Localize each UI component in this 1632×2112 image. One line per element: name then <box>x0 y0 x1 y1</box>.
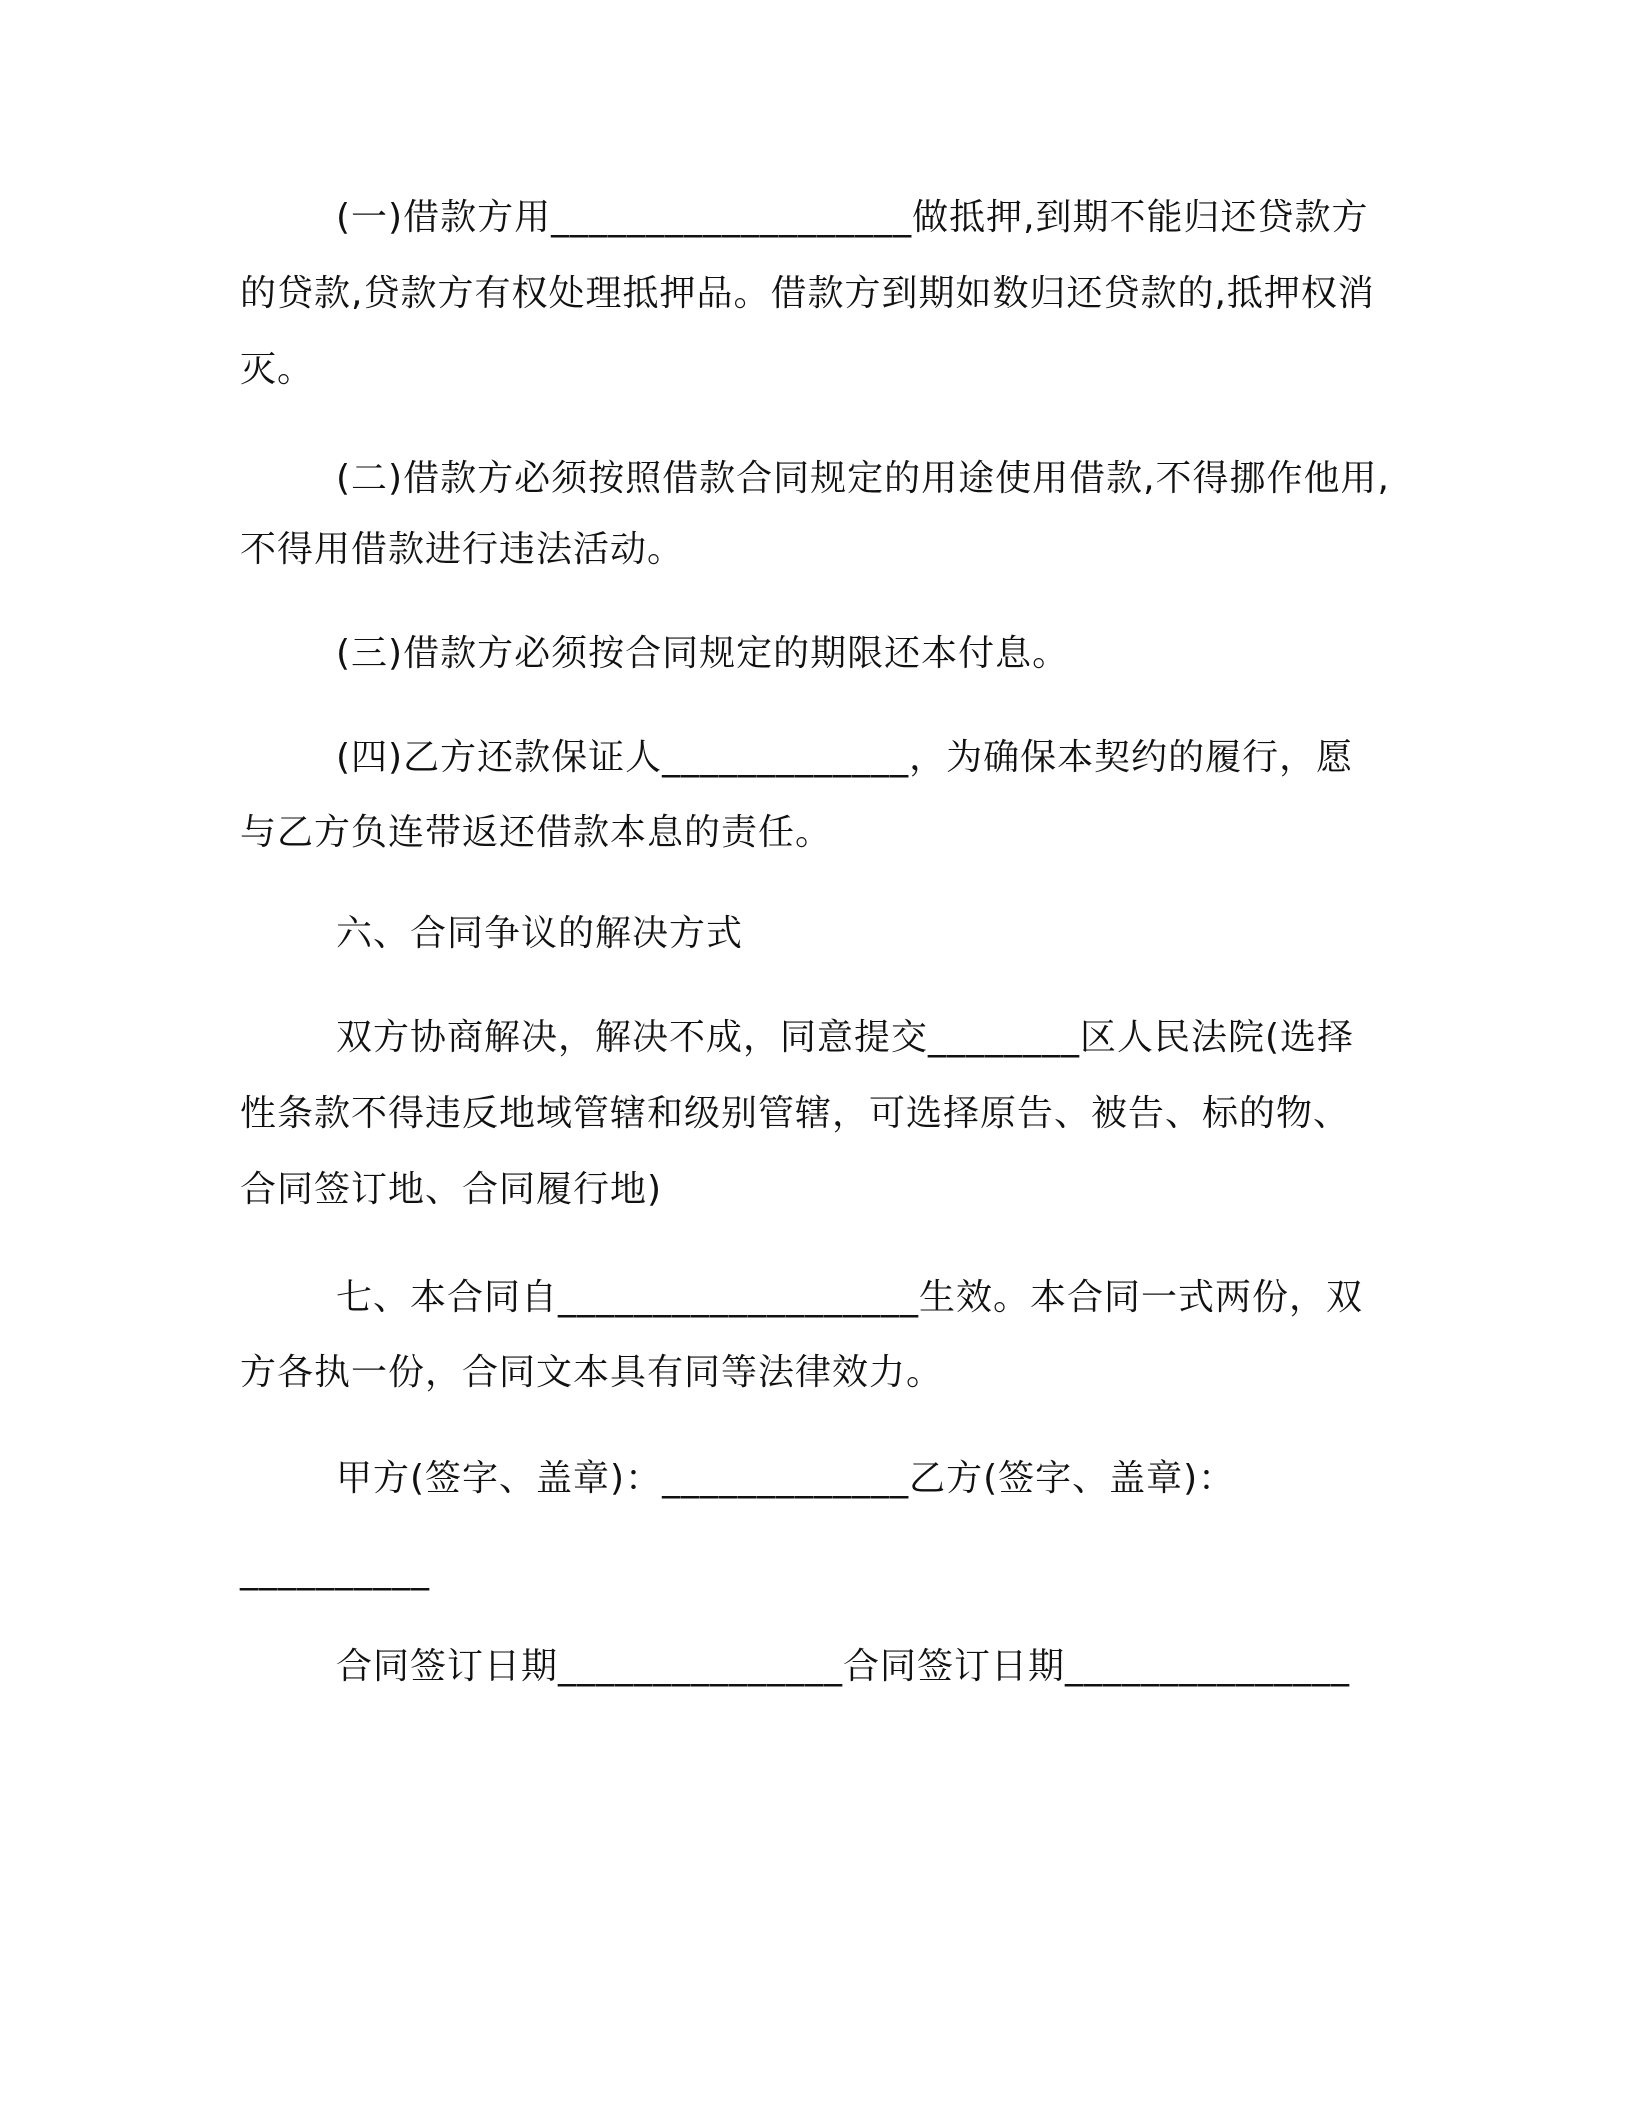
clause-1-line-3: 灭。 <box>240 349 315 390</box>
section-6-body-line-3: 合同签订地、合同履行地) <box>240 1169 663 1210</box>
section-7-line-2: 方各执一份，合同文本具有同等法律效力。 <box>240 1352 944 1393</box>
signature-line: 甲方(签字、盖章)：_____________乙方(签字、盖章)： <box>336 1458 1236 1499</box>
signature-blank: __________ <box>240 1550 430 1591</box>
clause-4-line-2: 与乙方负连带返还借款本息的责任。 <box>240 812 833 853</box>
section-6-title: 六、合同争议的解决方式 <box>336 913 744 954</box>
clause-3-line-1: (三)借款方必须按合同规定的期限还本付息。 <box>336 633 1070 674</box>
clause-1-line-1: (一)借款方用___________________做抵押,到期不能归还贷款方 <box>336 197 1369 238</box>
clause-1-line-2: 的贷款,贷款方有权处理抵押品。借款方到期如数归还贷款的,抵押权消 <box>240 273 1375 314</box>
clause-2-line-1: (二)借款方必须按照借款合同规定的用途使用借款,不得挪作他用, <box>336 458 1390 499</box>
sign-date-line: 合同签订日期_______________合同签订日期_______________ <box>336 1646 1351 1687</box>
section-6-body-line-1: 双方协商解决，解决不成，同意提交________区人民法院(选择 <box>336 1017 1355 1058</box>
clause-2-line-2: 不得用借款进行违法活动。 <box>240 529 685 570</box>
section-7-line-1: 七、本合同自___________________生效。本合同一式两份，双 <box>336 1277 1364 1318</box>
clause-4-line-1: (四)乙方还款保证人_____________，为确保本契约的履行，愿 <box>336 737 1354 778</box>
section-6-body-line-2: 性条款不得违反地域管辖和级别管辖，可选择原告、被告、标的物、 <box>240 1093 1351 1134</box>
